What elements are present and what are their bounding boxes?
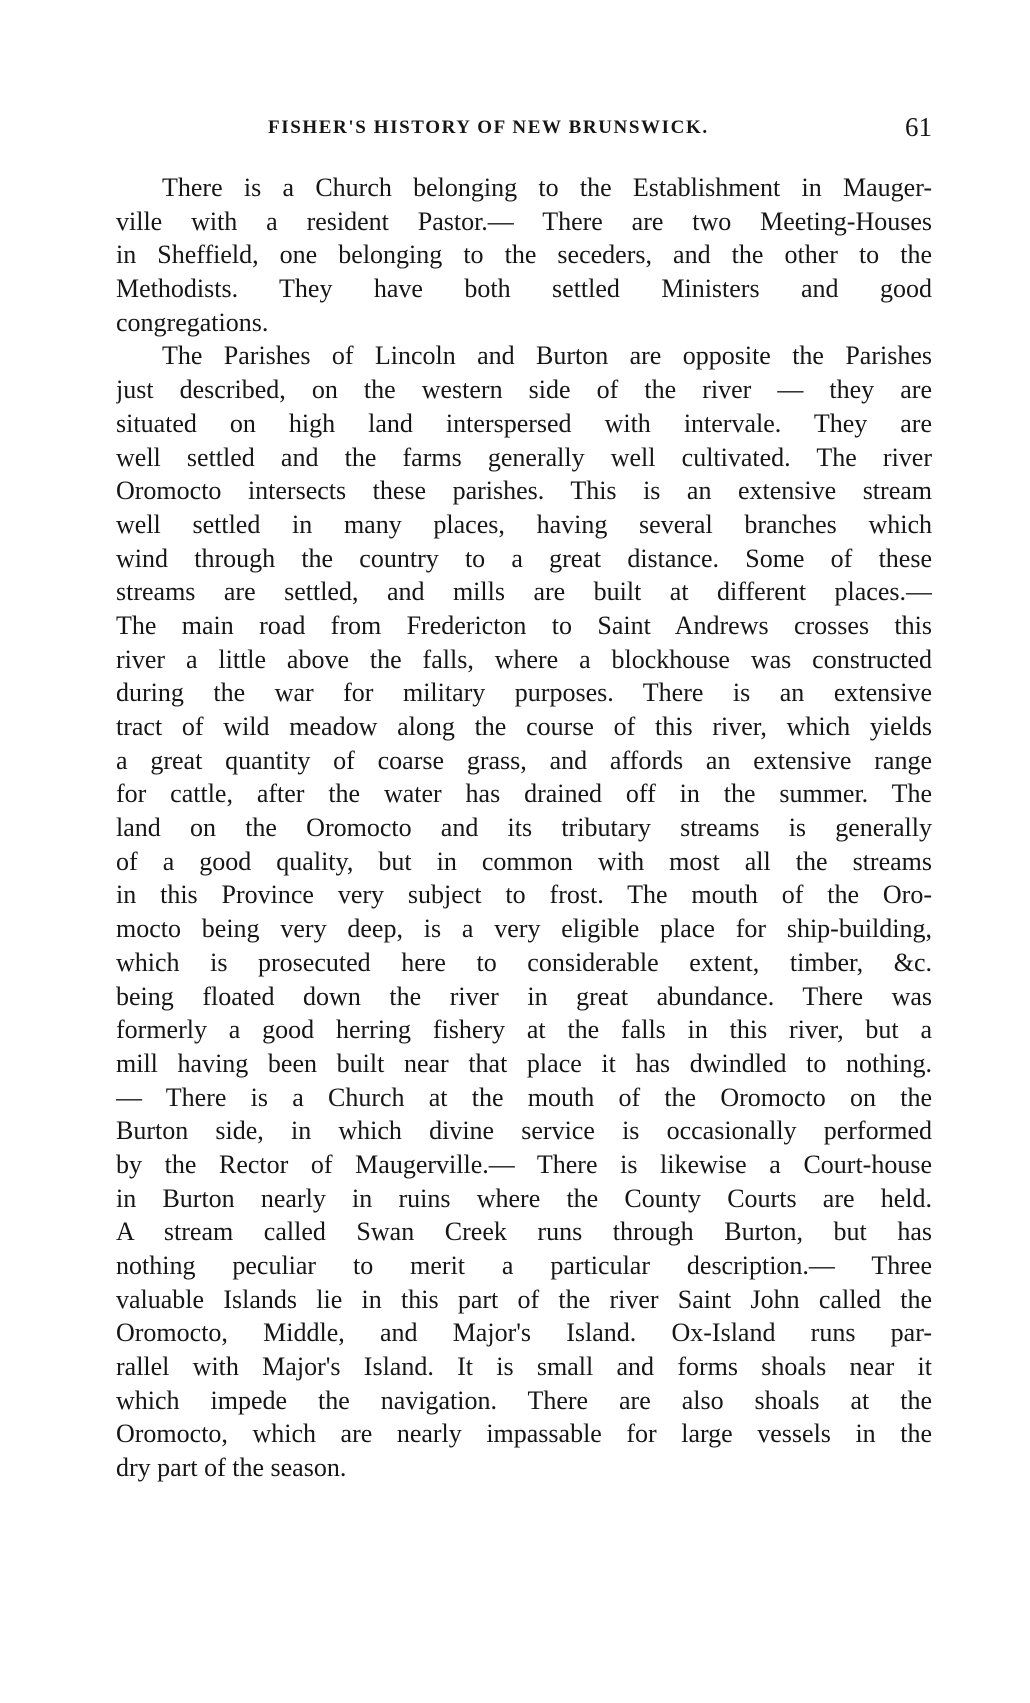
text-line: in Sheffield, one belonging to the seceders, and the other to the bbox=[116, 240, 932, 270]
text-line: which is prosecuted here to considerable extent, timber, &c. bbox=[116, 947, 932, 977]
text-line: just described, on the western side of the river — they are bbox=[116, 375, 932, 405]
text-line: land on the Oromocto and its tributary streams is generally bbox=[116, 813, 932, 843]
text-line: a great quantity of coarse grass, and affords an extensive range bbox=[116, 745, 932, 775]
text-line: There is a Church belonging to the Establishment in Mauger- bbox=[162, 173, 932, 202]
text-line: which impede the navigation. There are also shoals at the bbox=[116, 1385, 932, 1415]
text-line: The main road from Fredericton to Saint Andrews crosses this bbox=[116, 610, 932, 640]
text-line: during the war for military purposes. There is an extensive bbox=[116, 678, 932, 708]
text-line: streams are settled, and mills are built at different places.— bbox=[116, 577, 932, 607]
text-line: nothing peculiar to merit a particular description.— Three bbox=[116, 1251, 932, 1280]
text-line: well settled and the farms generally well cultivated. The river bbox=[116, 442, 932, 472]
text-line: of a good quality, but in common with most all the streams bbox=[116, 846, 932, 876]
text-line: well settled in many places, having several branches which bbox=[116, 509, 932, 539]
text-line: A stream called Swan Creek runs through Burton, but has bbox=[116, 1217, 932, 1247]
text-line: valuable Islands lie in this part of the river Saint John called the bbox=[116, 1284, 932, 1314]
text-line: — There is a Church at the mouth of the Oromocto on the bbox=[116, 1082, 932, 1112]
text-line: rallel with Major's Island. It is small and forms shoals near it bbox=[116, 1352, 932, 1382]
text-line: Oromocto, Middle, and Major's Island. Ox-Island runs par- bbox=[116, 1318, 932, 1348]
text-line: formerly a good herring fishery at the falls in this river, but a bbox=[116, 1015, 932, 1045]
text-line: being floated down the river in great abundance. There was bbox=[116, 981, 932, 1011]
text-line: in Burton nearly in ruins where the County Courts are held. bbox=[116, 1183, 932, 1213]
text-line: by the Rector of Maugerville.— There is likewise a Court-house bbox=[116, 1149, 932, 1179]
text-line: ville with a resident Pastor.— There are two Meeting-Houses bbox=[116, 206, 932, 236]
body-text bbox=[116, 171, 932, 1485]
text-line: mocto being very deep, is a very eligible place for ship-building, bbox=[116, 914, 932, 944]
running-title: FISHER'S HISTORY OF NEW BRUNSWICK. bbox=[268, 117, 709, 138]
text-line: river a little above the falls, where a blockhouse was constructed bbox=[116, 644, 932, 674]
text-line: Burton side, in which divine service is occasionally performed bbox=[116, 1116, 932, 1146]
text-line: congregations. bbox=[116, 307, 269, 337]
paragraph-church-maugerville bbox=[116, 171, 932, 339]
text-line: mill having been built near that place it has dwindled to nothing. bbox=[116, 1048, 932, 1078]
text-line: tract of wild meadow along the course of this river, which yields bbox=[116, 712, 932, 741]
text-line: for cattle, after the water has drained off in the summer. The bbox=[116, 779, 932, 809]
running-head bbox=[116, 112, 932, 147]
text-line: Oromocto intersects these parishes. This is an extensive stream bbox=[116, 476, 932, 506]
text-line: wind through the country to a great distance. Some of these bbox=[116, 543, 932, 573]
text-line: situated on high land interspersed with intervale. They are bbox=[116, 408, 932, 438]
text-line: Methodists. They have both settled Ministers and good bbox=[116, 274, 932, 304]
text-line: Oromocto, which are nearly impassable for large vessels in the bbox=[116, 1419, 932, 1449]
text-line: The Parishes of Lincoln and Burton are opposite the Parishes bbox=[162, 341, 932, 371]
page-number: 61 bbox=[905, 112, 932, 142]
text-line: in this Province very subject to frost. The mouth of the Oro- bbox=[116, 880, 932, 910]
paragraph-lincoln-burton bbox=[116, 339, 932, 1484]
text-line: dry part of the season. bbox=[116, 1453, 347, 1483]
